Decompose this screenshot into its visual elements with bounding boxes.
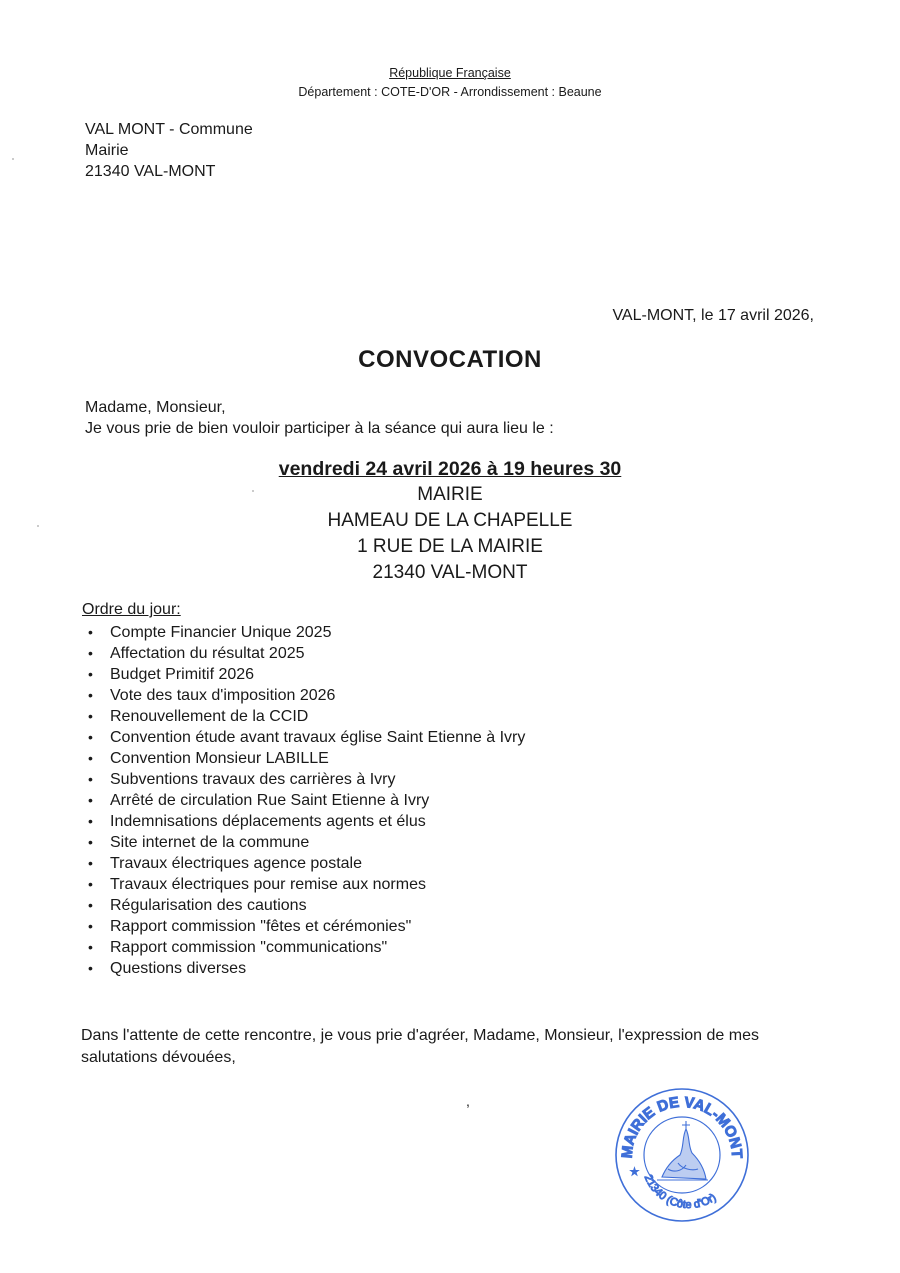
stamp-bottom-text: 21340 (Côte d'Or)	[641, 1173, 719, 1212]
meeting-datetime-line	[0, 458, 900, 481]
agenda-item-text: Subventions travaux des carrières à Ivry	[110, 771, 396, 788]
sender-line-address: 21340 VAL-MONT	[85, 163, 216, 180]
agenda-item	[86, 790, 525, 811]
stamp-seal-icon	[612, 1085, 752, 1225]
meeting-place-2: HAMEAU DE LA CHAPELLE	[327, 510, 573, 531]
agenda-item-text: Questions diverses	[110, 960, 247, 977]
agenda-item-text: Travaux électriques agence postale	[110, 855, 362, 872]
agenda-item-text: Régularisation des cautions	[110, 897, 307, 914]
agenda-item-text: Convention étude avant travaux église Saint Etienne à Ivry	[110, 729, 526, 746]
agenda-item	[86, 622, 525, 643]
bullet-icon: •	[88, 918, 93, 934]
stamp-emblem-icon	[657, 1121, 708, 1180]
stamp-top-text: MAIRIE DE VAL-MONT	[618, 1093, 746, 1159]
agenda-list	[86, 622, 525, 979]
date-line: VAL-MONT, le 17 avril 2026,	[612, 307, 814, 324]
agenda-item-text: Vote des taux d'imposition 2026	[110, 687, 336, 704]
agenda-item-text: Convention Monsieur LABILLE	[110, 750, 329, 767]
agenda-item	[86, 937, 525, 958]
agenda-item-text: Travaux électriques pour remise aux normes	[110, 876, 426, 893]
meeting-datetime: vendredi 24 avril 2026 à 19 heures 30	[278, 458, 622, 480]
sender-line-commune: VAL MONT - Commune	[85, 121, 253, 138]
intro-text: Je vous prie de bien vouloir participer à la séance qui aura lieu le :	[85, 420, 554, 437]
agenda-item-text: Affectation du résultat 2025	[110, 645, 305, 662]
meeting-place-1: MAIRIE	[417, 484, 483, 505]
agenda-title: Ordre du jour:	[82, 601, 181, 618]
meeting-place-3: 1 RUE DE LA MAIRIE	[357, 536, 543, 557]
bullet-icon: •	[88, 834, 93, 850]
agenda-item	[86, 811, 525, 832]
sender-line-mairie: Mairie	[85, 142, 129, 159]
page-title: CONVOCATION	[358, 346, 542, 373]
agenda-item	[86, 685, 525, 706]
bullet-icon: •	[88, 897, 93, 913]
bullet-icon: •	[88, 771, 93, 787]
bullet-icon: •	[88, 624, 93, 640]
bullet-icon: •	[88, 687, 93, 703]
header-departement: Département : COTE-D'OR - Arrondissement : Beaune	[298, 85, 602, 99]
scan-speck	[252, 490, 254, 492]
bullet-icon: •	[88, 792, 93, 808]
bullet-icon: •	[88, 813, 93, 829]
bullet-icon: •	[88, 960, 93, 976]
header-republique: République Française	[389, 66, 511, 80]
bullet-icon: •	[88, 750, 93, 766]
stamp-star-left: ★	[630, 1167, 639, 1178]
agenda-item	[86, 706, 525, 727]
agenda-item-text: Budget Primitif 2026	[110, 666, 255, 683]
bullet-icon: •	[88, 729, 93, 745]
bullet-icon: •	[88, 855, 93, 871]
agenda-item-text: Compte Financier Unique 2025	[110, 624, 332, 641]
scan-speck	[12, 158, 14, 160]
agenda-item-text: Renouvellement de la CCID	[110, 708, 309, 725]
agenda-item	[86, 727, 525, 748]
agenda-item	[86, 748, 525, 769]
agenda-item-text: Indemnisations déplacements agents et élus	[110, 813, 426, 830]
bullet-icon: •	[88, 645, 93, 661]
closing-paragraph: Dans l'attente de cette rencontre, je vous prie d'agréer, Madame, Monsieur, l'expression de mes salutations dévouées,	[81, 1027, 759, 1066]
agenda-item-text: Rapport commission "communications"	[110, 939, 388, 956]
agenda-item	[86, 664, 525, 685]
mairie-stamp	[612, 1085, 752, 1225]
bullet-icon: •	[88, 666, 93, 682]
agenda-item	[86, 958, 525, 979]
meeting-place-4: 21340 VAL-MONT	[372, 562, 528, 583]
agenda-item-text: Site internet de la commune	[110, 834, 310, 851]
scan-speck	[37, 525, 39, 527]
agenda-item-text: Rapport commission "fêtes et cérémonies"	[110, 918, 412, 935]
agenda-item	[86, 874, 525, 895]
agenda-item	[86, 853, 525, 874]
agenda-item	[86, 643, 525, 664]
stray-mark: ,	[466, 1093, 470, 1109]
agenda-item	[86, 832, 525, 853]
salutation: Madame, Monsieur,	[85, 399, 226, 416]
agenda-item	[86, 916, 525, 937]
agenda-item-text: Arrêté de circulation Rue Saint Etienne à Ivry	[110, 792, 430, 809]
agenda-item	[86, 769, 525, 790]
bullet-icon: •	[88, 708, 93, 724]
bullet-icon: •	[88, 939, 93, 955]
agenda-item	[86, 895, 525, 916]
bullet-icon: •	[88, 876, 93, 892]
